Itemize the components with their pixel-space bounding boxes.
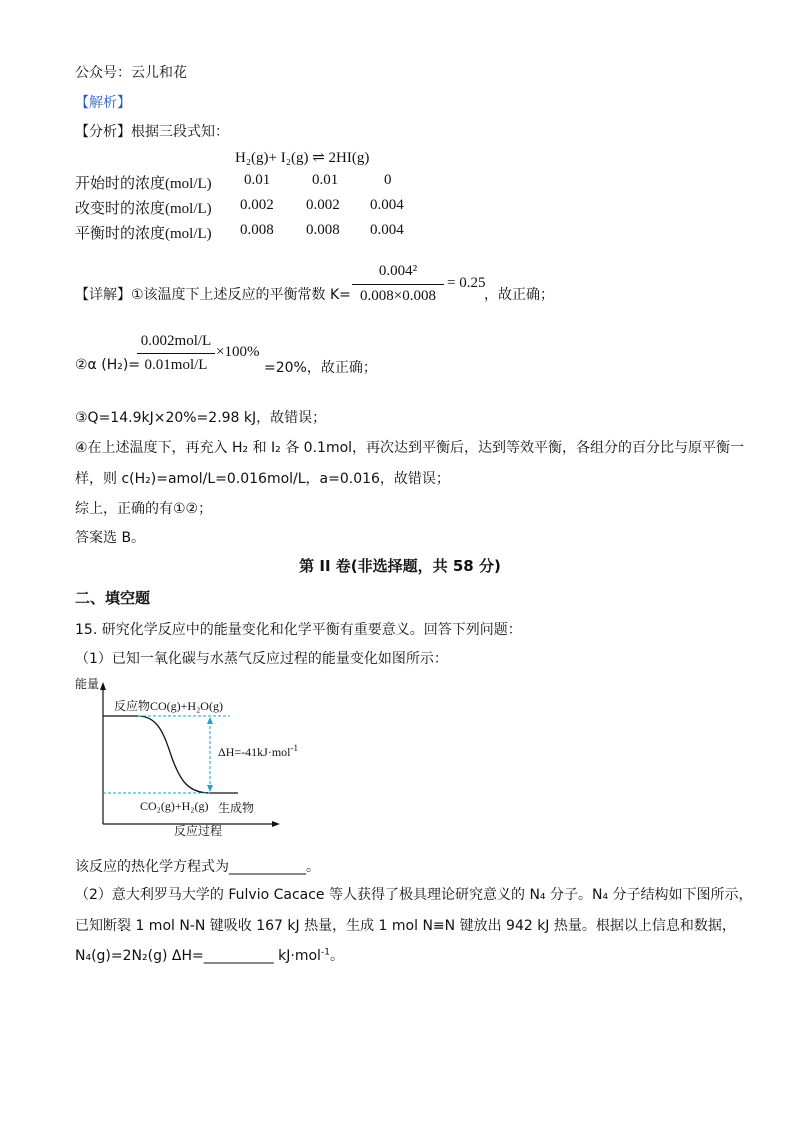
detail-2-numerator: 0.002mol/L xyxy=(140,333,212,349)
detail-1-suffix: ，故正确； xyxy=(484,287,554,303)
wechat-label: 公众号：云儿和花 xyxy=(75,65,187,81)
products-formula: CO₂(g)+H₂(g) xyxy=(140,799,209,813)
analysis-tag: 【解析】 xyxy=(75,95,131,111)
row-label-eq: 平衡时的浓度(mol/L) xyxy=(75,226,212,242)
section-title: 第 II 卷(非选择题，共 58 分) xyxy=(299,557,501,575)
delta-h-sup: -1 xyxy=(290,743,298,753)
detail-2-fraction-bar xyxy=(137,353,215,354)
question-15: 15. 研究化学反应中的能量变化和化学平衡有重要意义。回答下列问题： xyxy=(75,622,522,638)
x-axis-arrow-icon xyxy=(272,821,280,827)
detail-2-multiplier: ×100% xyxy=(216,344,260,360)
q15-2c-sup: -1 xyxy=(320,947,330,958)
q15-2c-prefix: N₄(g)=2N₂(g) ΔH= xyxy=(75,948,204,964)
y-axis-label: 能量 xyxy=(75,677,100,691)
products-word: 生成物 xyxy=(218,801,255,815)
row-label-start: 开始时的浓度(mol/L) xyxy=(75,176,212,192)
row-start-h2: 0.01 xyxy=(244,172,271,188)
question-15-2c xyxy=(75,945,344,965)
detail-1-prefix: 【详解】①该温度下上述反应的平衡常数 K= xyxy=(75,287,351,303)
row-start-i2: 0.01 xyxy=(312,172,339,188)
reactants-label: 反应物CO(g)+H₂O(g) xyxy=(114,699,223,713)
delta-h-arrow-down-icon xyxy=(207,785,213,792)
question-15-2b: 已知断裂 1 mol N-N 键吸收 167 kJ 热量，生成 1 mol N≡N 键放出 942 kJ 热量。根据以上信息和数据， xyxy=(75,918,736,934)
equation: H₂(g)+ I₂(g) ⇌ 2HI(g) xyxy=(235,150,370,166)
detail-5: 综上，正确的有①②； xyxy=(75,501,213,517)
row-change-h2: 0.002 xyxy=(240,197,274,213)
detail-2-suffix: =20%，故正确； xyxy=(264,360,377,376)
q15-2c-end: 。 xyxy=(329,948,344,964)
detail-2-prefix: ②α (H₂)= xyxy=(75,357,141,373)
detail-4a: ④在上述温度下，再充入 H₂ 和 I₂ 各 0.1mol，再次达到平衡后，达到等效平衡，各组分的百分比与原平衡一 xyxy=(75,440,745,456)
section-subtitle: 二、填空题 xyxy=(75,589,151,607)
detail-1-numerator: 0.004² xyxy=(378,263,418,279)
row-label-change: 改变时的浓度(mol/L) xyxy=(75,201,212,217)
row-change-i2: 0.002 xyxy=(306,197,340,213)
row-eq-hi: 0.004 xyxy=(370,222,404,238)
detail-1-result: = 0.25 xyxy=(447,275,486,291)
y-axis-arrow-icon xyxy=(100,682,106,690)
row-start-hi: 0 xyxy=(384,172,392,188)
x-axis-label: 反应过程 xyxy=(174,824,223,838)
detail-1-denominator: 0.008×0.008 xyxy=(360,288,436,304)
delta-h-text: ΔH=-41kJ·mol xyxy=(218,745,291,759)
delta-h-arrow-up-icon xyxy=(207,717,213,724)
detail-3: ③Q=14.9kJ×20%=2.98 kJ，故错误； xyxy=(75,410,327,426)
q15-2c-blank: __________ xyxy=(203,948,274,964)
question-15-2a: （2）意大利罗马大学的 Fulvio Cacace 等人获得了极具理论研究意义的 N₄ 分子。N₄ 分子结构如下图所示， xyxy=(75,887,753,903)
row-eq-h2: 0.008 xyxy=(240,222,274,238)
delta-h-label xyxy=(218,743,298,760)
row-eq-i2: 0.008 xyxy=(306,222,340,238)
q15-2c-unit: kJ·mol xyxy=(278,948,321,964)
detail-6: 答案选 B。 xyxy=(75,530,146,546)
question-15-1: （1）已知一氧化碳与水蒸气反应过程的能量变化如图所示： xyxy=(75,651,448,667)
detail-4b: 样，则 c(H₂)=amol/L=0.016mol/L，a=0.016，故错误； xyxy=(75,471,450,487)
detail-2-denominator: 0.01mol/L xyxy=(144,357,208,373)
row-change-hi: 0.004 xyxy=(370,197,404,213)
analysis-intro: 【分析】根据三段式知： xyxy=(75,124,229,140)
question-15-1-blank: 该反应的热化学方程式为___________。 xyxy=(75,859,320,875)
detail-1-fraction-bar xyxy=(352,284,444,285)
